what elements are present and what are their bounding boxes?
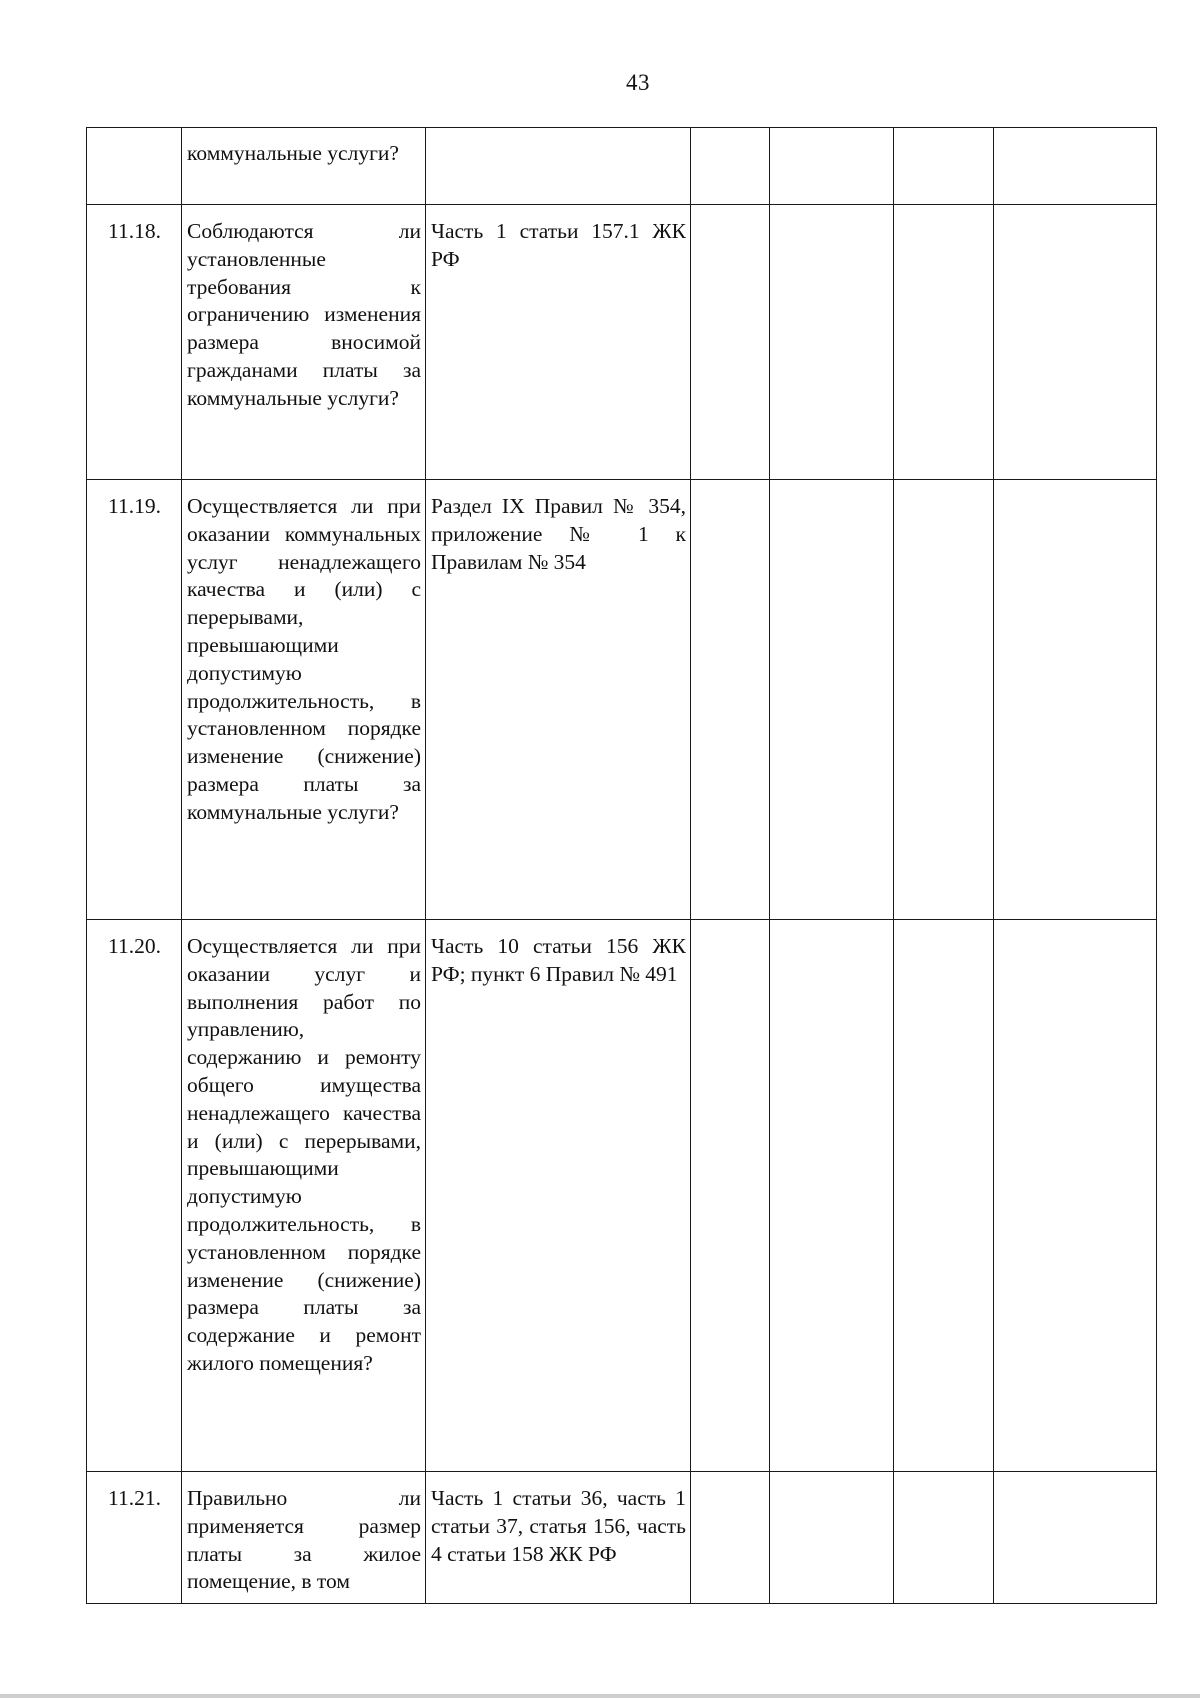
legal-basis: Раздел IX Правил № 354, приложение № 1 к Правилам № 354	[426, 480, 691, 920]
answer-cell	[691, 920, 770, 1472]
item-number	[87, 128, 182, 205]
question-text: коммунальные услуги?	[182, 128, 426, 205]
question-text: Правильно ли применяется размер платы за жилое помещение, в том	[182, 1472, 426, 1604]
checklist-table	[86, 127, 1157, 1604]
comment-cell	[994, 128, 1157, 205]
answer-cell	[894, 128, 994, 205]
answer-cell	[894, 205, 994, 480]
answer-cell	[894, 920, 994, 1472]
table-row	[87, 1472, 1157, 1604]
answer-cell	[691, 205, 770, 480]
legal-basis: Часть 1 статьи 36, часть 1 статьи 37, статья 156, часть 4 статьи 158 ЖК РФ	[426, 1472, 691, 1604]
legal-basis: Часть 1 статьи 157.1 ЖК РФ	[426, 205, 691, 480]
comment-cell	[994, 920, 1157, 1472]
table-row	[87, 128, 1157, 205]
page-number: 43	[626, 70, 650, 95]
scan-edge	[0, 1694, 1200, 1698]
answer-cell	[691, 128, 770, 205]
answer-cell	[894, 1472, 994, 1604]
answer-cell	[691, 1472, 770, 1604]
legal-basis: Часть 10 статьи 156 ЖК РФ; пункт 6 Правил № 491	[426, 920, 691, 1472]
table-row	[87, 920, 1157, 1472]
question-text: Осуществляется ли при оказании коммунальных услуг ненадлежащего качества и (или) с перерывами, превышающими допустимую продолжительность, в установленном порядке изменение (снижение) размера платы за коммунальные услуги?	[182, 480, 426, 920]
comment-cell	[994, 1472, 1157, 1604]
answer-cell	[691, 480, 770, 920]
item-number: 11.18.	[87, 205, 182, 480]
question-text: Осуществляется ли при оказании услуг и выполнения работ по управлению, содержанию и ремонту общего имущества ненадлежащего качества и (или) с перерывами, превышающими допустимую продолжительность, в установленном порядке изменение (снижение) размера платы за содержание и ремонт жилого помещения?	[182, 920, 426, 1472]
answer-cell	[770, 480, 894, 920]
comment-cell	[994, 205, 1157, 480]
answer-cell	[770, 920, 894, 1472]
item-number: 11.21.	[87, 1472, 182, 1604]
answer-cell	[770, 1472, 894, 1604]
table-row	[87, 205, 1157, 480]
question-text: Соблюдаются ли установленные требования к ограничению изменения размера вносимой гражданами платы за коммунальные услуги?	[182, 205, 426, 480]
item-number: 11.20.	[87, 920, 182, 1472]
item-number: 11.19.	[87, 480, 182, 920]
answer-cell	[894, 480, 994, 920]
legal-basis	[426, 128, 691, 205]
answer-cell	[770, 128, 894, 205]
table-row	[87, 480, 1157, 920]
answer-cell	[770, 205, 894, 480]
comment-cell	[994, 480, 1157, 920]
